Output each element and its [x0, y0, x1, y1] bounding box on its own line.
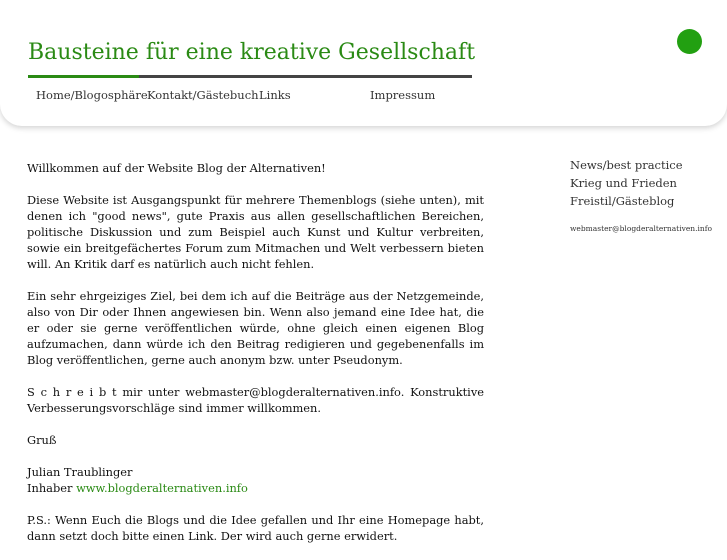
site-header [0, 0, 727, 126]
sidebar-email[interactable]: webmaster@blogderalternativen.info [570, 224, 713, 233]
site-title[interactable]: Bausteine für eine kreative Gesellschaft [28, 40, 476, 65]
greeting: Gruß [27, 433, 57, 447]
contact-paragraph: S c h r e i b t mir unter webmaster@blogderalternativen.info. Konstruktive Verbesserungsvorschläge sind immer willkommen. [27, 385, 484, 415]
sidebar-item-news[interactable]: News/best practice [570, 158, 683, 172]
main-content [27, 160, 484, 560]
owner-website-link[interactable]: www.blogderalternativen.info [76, 481, 248, 495]
nav-item-impressum[interactable]: Impressum [370, 88, 436, 102]
intro-paragraph: Diese Website ist Ausgangspunkt für mehrere Themenblogs (siehe unten), mit denen ich "good news", gute Praxis aus allen gesellschaftlichen Bereichen, politische Diskussion und zum Beispiel auch Kunst und Kultur verbreiten, sowie ein breitgefächertes Forum zum Mitmachen und Welt verbessern bieten will. An Kritik darf es natürlich auch nicht fehlen. [27, 193, 484, 271]
nav-item-contact[interactable]: Kontakt/Gästebuch [147, 88, 259, 102]
owner-line [27, 480, 484, 496]
main-nav [0, 88, 727, 106]
sidebar [570, 156, 720, 233]
contribution-paragraph: Ein sehr ehrgeiziges Ziel, bei dem ich auf die Beiträge aus der Netzgemeinde, also von Dir oder Ihnen angewiesen bin. Wenn also jemand eine Idee hat, die er oder sie gerne veröffentlichen würde, ohne gleich einen eigenen Blog aufzumachen, dann würde ich den Beitrag redigieren und gegebenenfalls im Blog veröffentlichen, gerne auch anonym bzw. unter Pseudonym. [27, 289, 484, 367]
welcome-text: Willkommen auf der Website Blog der Alternativen! [27, 161, 326, 175]
owner-prefix: Inhaber [27, 481, 77, 495]
ps-paragraph: P.S.: Wenn Euch die Blogs und die Idee gefallen und Ihr eine Homepage habt, dann setzt doch bitte einen Link. Der wird auch gerne erwidert. [27, 513, 484, 543]
nav-item-links[interactable]: Links [259, 88, 291, 102]
title-rule-accent [28, 75, 139, 78]
sidebar-item-war-peace[interactable]: Krieg und Frieden [570, 176, 677, 190]
author-name: Julian Traublinger [27, 465, 133, 479]
nav-item-home[interactable]: Home/Blogosphäre [36, 88, 148, 102]
sidebar-item-freestyle[interactable]: Freistil/Gästeblog [570, 194, 675, 208]
green-dot-icon [677, 29, 702, 54]
